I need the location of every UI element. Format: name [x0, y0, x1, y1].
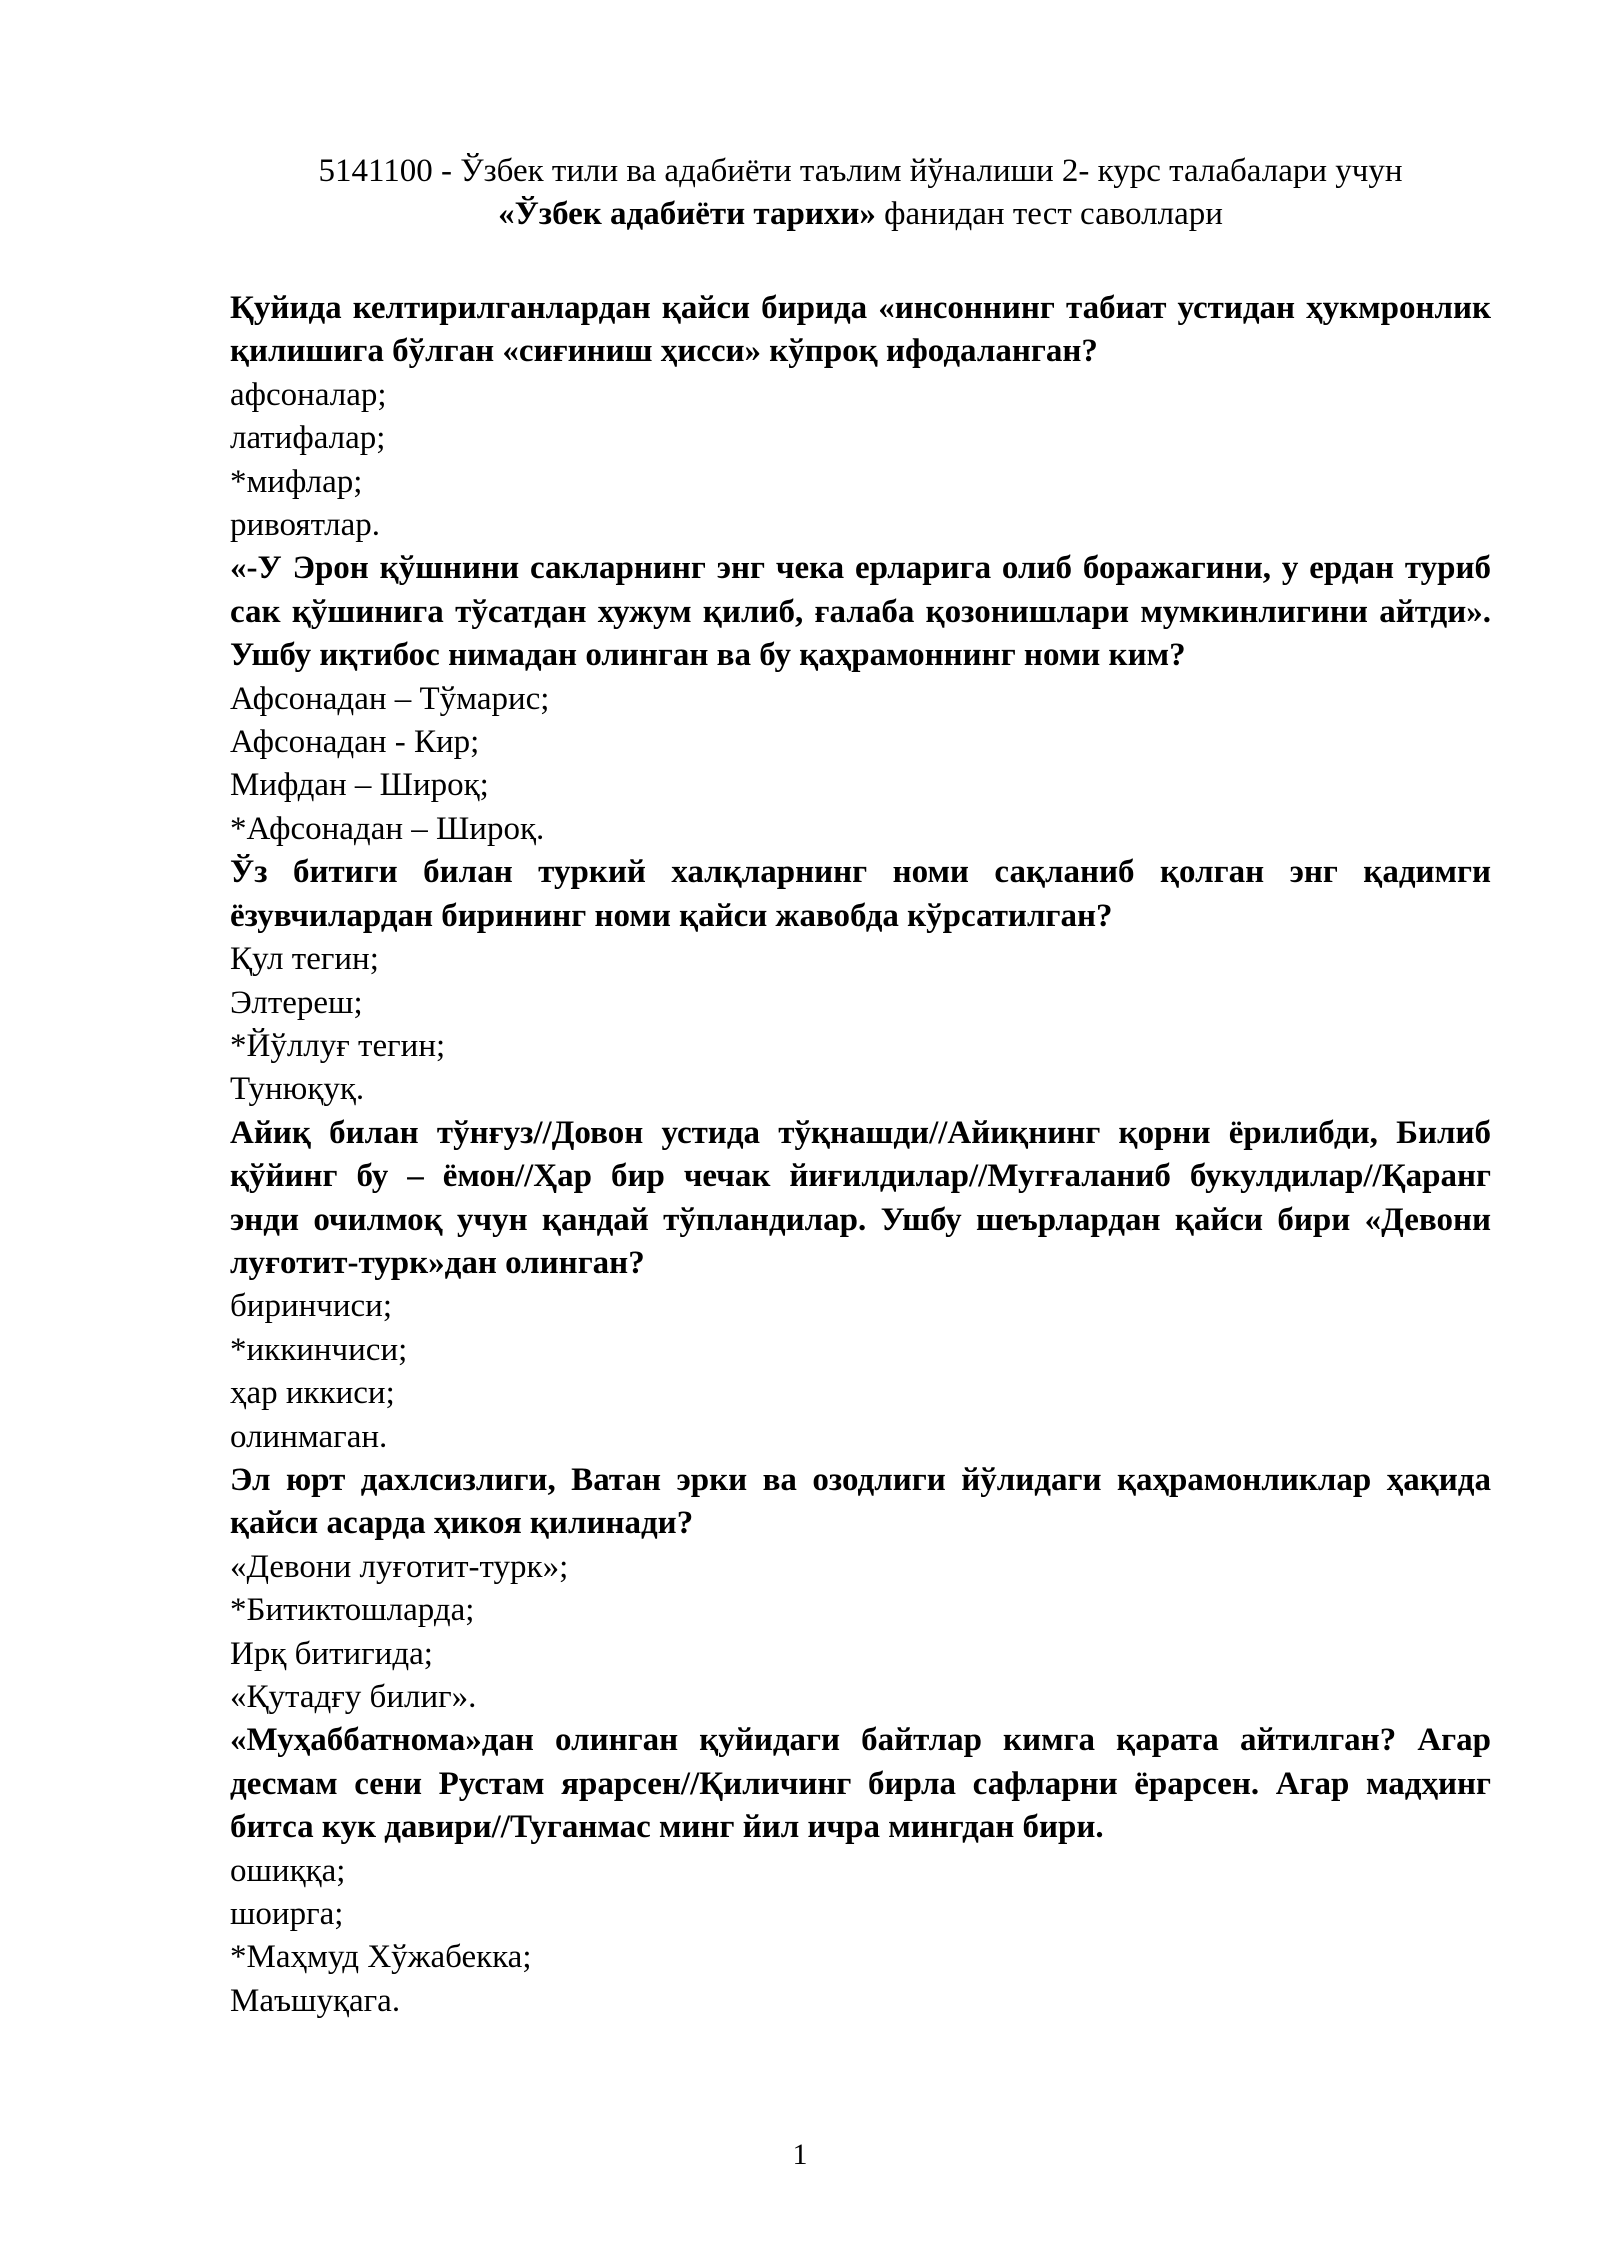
answer-option: *Йўллуғ тегин;: [230, 1027, 446, 1064]
subject-title: «Ўзбек адабиёти тарихи»: [498, 196, 876, 232]
header-line-2: [230, 193, 1491, 236]
question-text: Қуйида келтирилганлардан қайси бирида «инсоннинг табиат устидан ҳукмронлик қилишига бўлган «сиғиниш ҳисси» кўпроқ ифодаланган?: [230, 290, 1491, 370]
answer-option: Мифдан – Широқ;: [230, 767, 489, 804]
answer-option: латифалар;: [230, 420, 386, 457]
question-block: [230, 1112, 1491, 1459]
page-number: 1: [792, 2138, 808, 2171]
answer-option: Маъшуқага.: [230, 1982, 401, 2019]
answer-option: *мифлар;: [230, 463, 363, 500]
question-block: [230, 851, 1491, 1111]
question-text: Ўз битиги билан туркий халқларнинг номи сақланиб қолган энг қадимги ёзувчилардан бирининг номи қайси жавобда кўрсатилган?: [230, 854, 1491, 934]
answer-option: Элтереш;: [230, 984, 363, 1021]
answer-option: ривоятлар.: [230, 507, 381, 544]
question-block: [230, 287, 1491, 547]
answer-option: «Девони луғотит-турк»;: [230, 1548, 569, 1585]
question-text: «-У Эрон қўшнини сакларнинг энг чека ерларига олиб боражагини, у ердан туриб сак қўшинига тўсатдан хужум қилиб, ғалаба қозонишлари мумкинлигини айтди». Ушбу иқтибос нимадан олинган ва бу қаҳрамоннинг номи ким?: [230, 550, 1491, 674]
question-text: «Муҳаббатнома»дан олинган қуйидаги байтлар кимга қарата айтилган? Агар десмам сени Рустам ярарсен//Қиличинг бирла сафларни ёрарсен. Агар мадҳинг битса кук давири//Туганмас минг йил ичра мингдан бири.: [230, 1722, 1491, 1846]
answer-option: Ирқ битигида;: [230, 1635, 433, 1672]
question-text: Эл юрт дахлсизлиги, Ватан эрки ва озодлиги йўлидаги қаҳрамонликлар ҳақида қайси асарда ҳикоя қилинади?: [230, 1461, 1491, 1542]
answer-option: «Қутадғу билиг».: [230, 1679, 477, 1715]
questions-list: [230, 287, 1491, 2023]
answer-option: *иккинчиси;: [230, 1331, 408, 1368]
answer-option: Қул тегин;: [230, 941, 379, 978]
question-block: [230, 1459, 1491, 1719]
answer-option: Афсонадан – Тўмарис;: [230, 680, 550, 717]
question-block: [230, 547, 1491, 851]
document-header: [230, 150, 1491, 236]
question-block: [230, 1719, 1491, 2023]
answer-option: афсоналар;: [230, 376, 387, 413]
answer-option: *Афсонадан – Широқ.: [230, 810, 545, 847]
answer-option: биринчиси;: [230, 1288, 393, 1325]
answer-option: Афсонадан - Кир;: [230, 724, 480, 761]
answer-option: *Битиктошларда;: [230, 1592, 475, 1629]
answer-option: олинмаган.: [230, 1418, 388, 1455]
answer-option: *Маҳмуд Хўжабекка;: [230, 1939, 532, 1976]
header-line-2-rest: фанидан тест саволлари: [875, 196, 1223, 232]
answer-option: Тунюқуқ.: [230, 1071, 365, 1108]
answer-option: ошиққа;: [230, 1852, 346, 1889]
answer-option: ҳар иккиси;: [230, 1375, 395, 1412]
header-line-1: 5141100 - Ўзбек тили ва адабиёти таълим йўналиши 2- курс талабалари учун: [318, 153, 1403, 189]
question-text: Айиқ билан тўнғуз//Довон устида тўқнашди//Айиқнинг қорни ёрилибди, Билиб қўйинг бу – ёмон//Ҳар бир чечак йиғилдилар//Мугғаланиб букулдилар//Қаранг энди очилмоқ учун қандай тўпландилар. Ушбу шеърлардан қайси бири «Девони луғотит-турк»дан олинган?: [230, 1114, 1491, 1281]
answer-option: шоирга;: [230, 1896, 344, 1933]
